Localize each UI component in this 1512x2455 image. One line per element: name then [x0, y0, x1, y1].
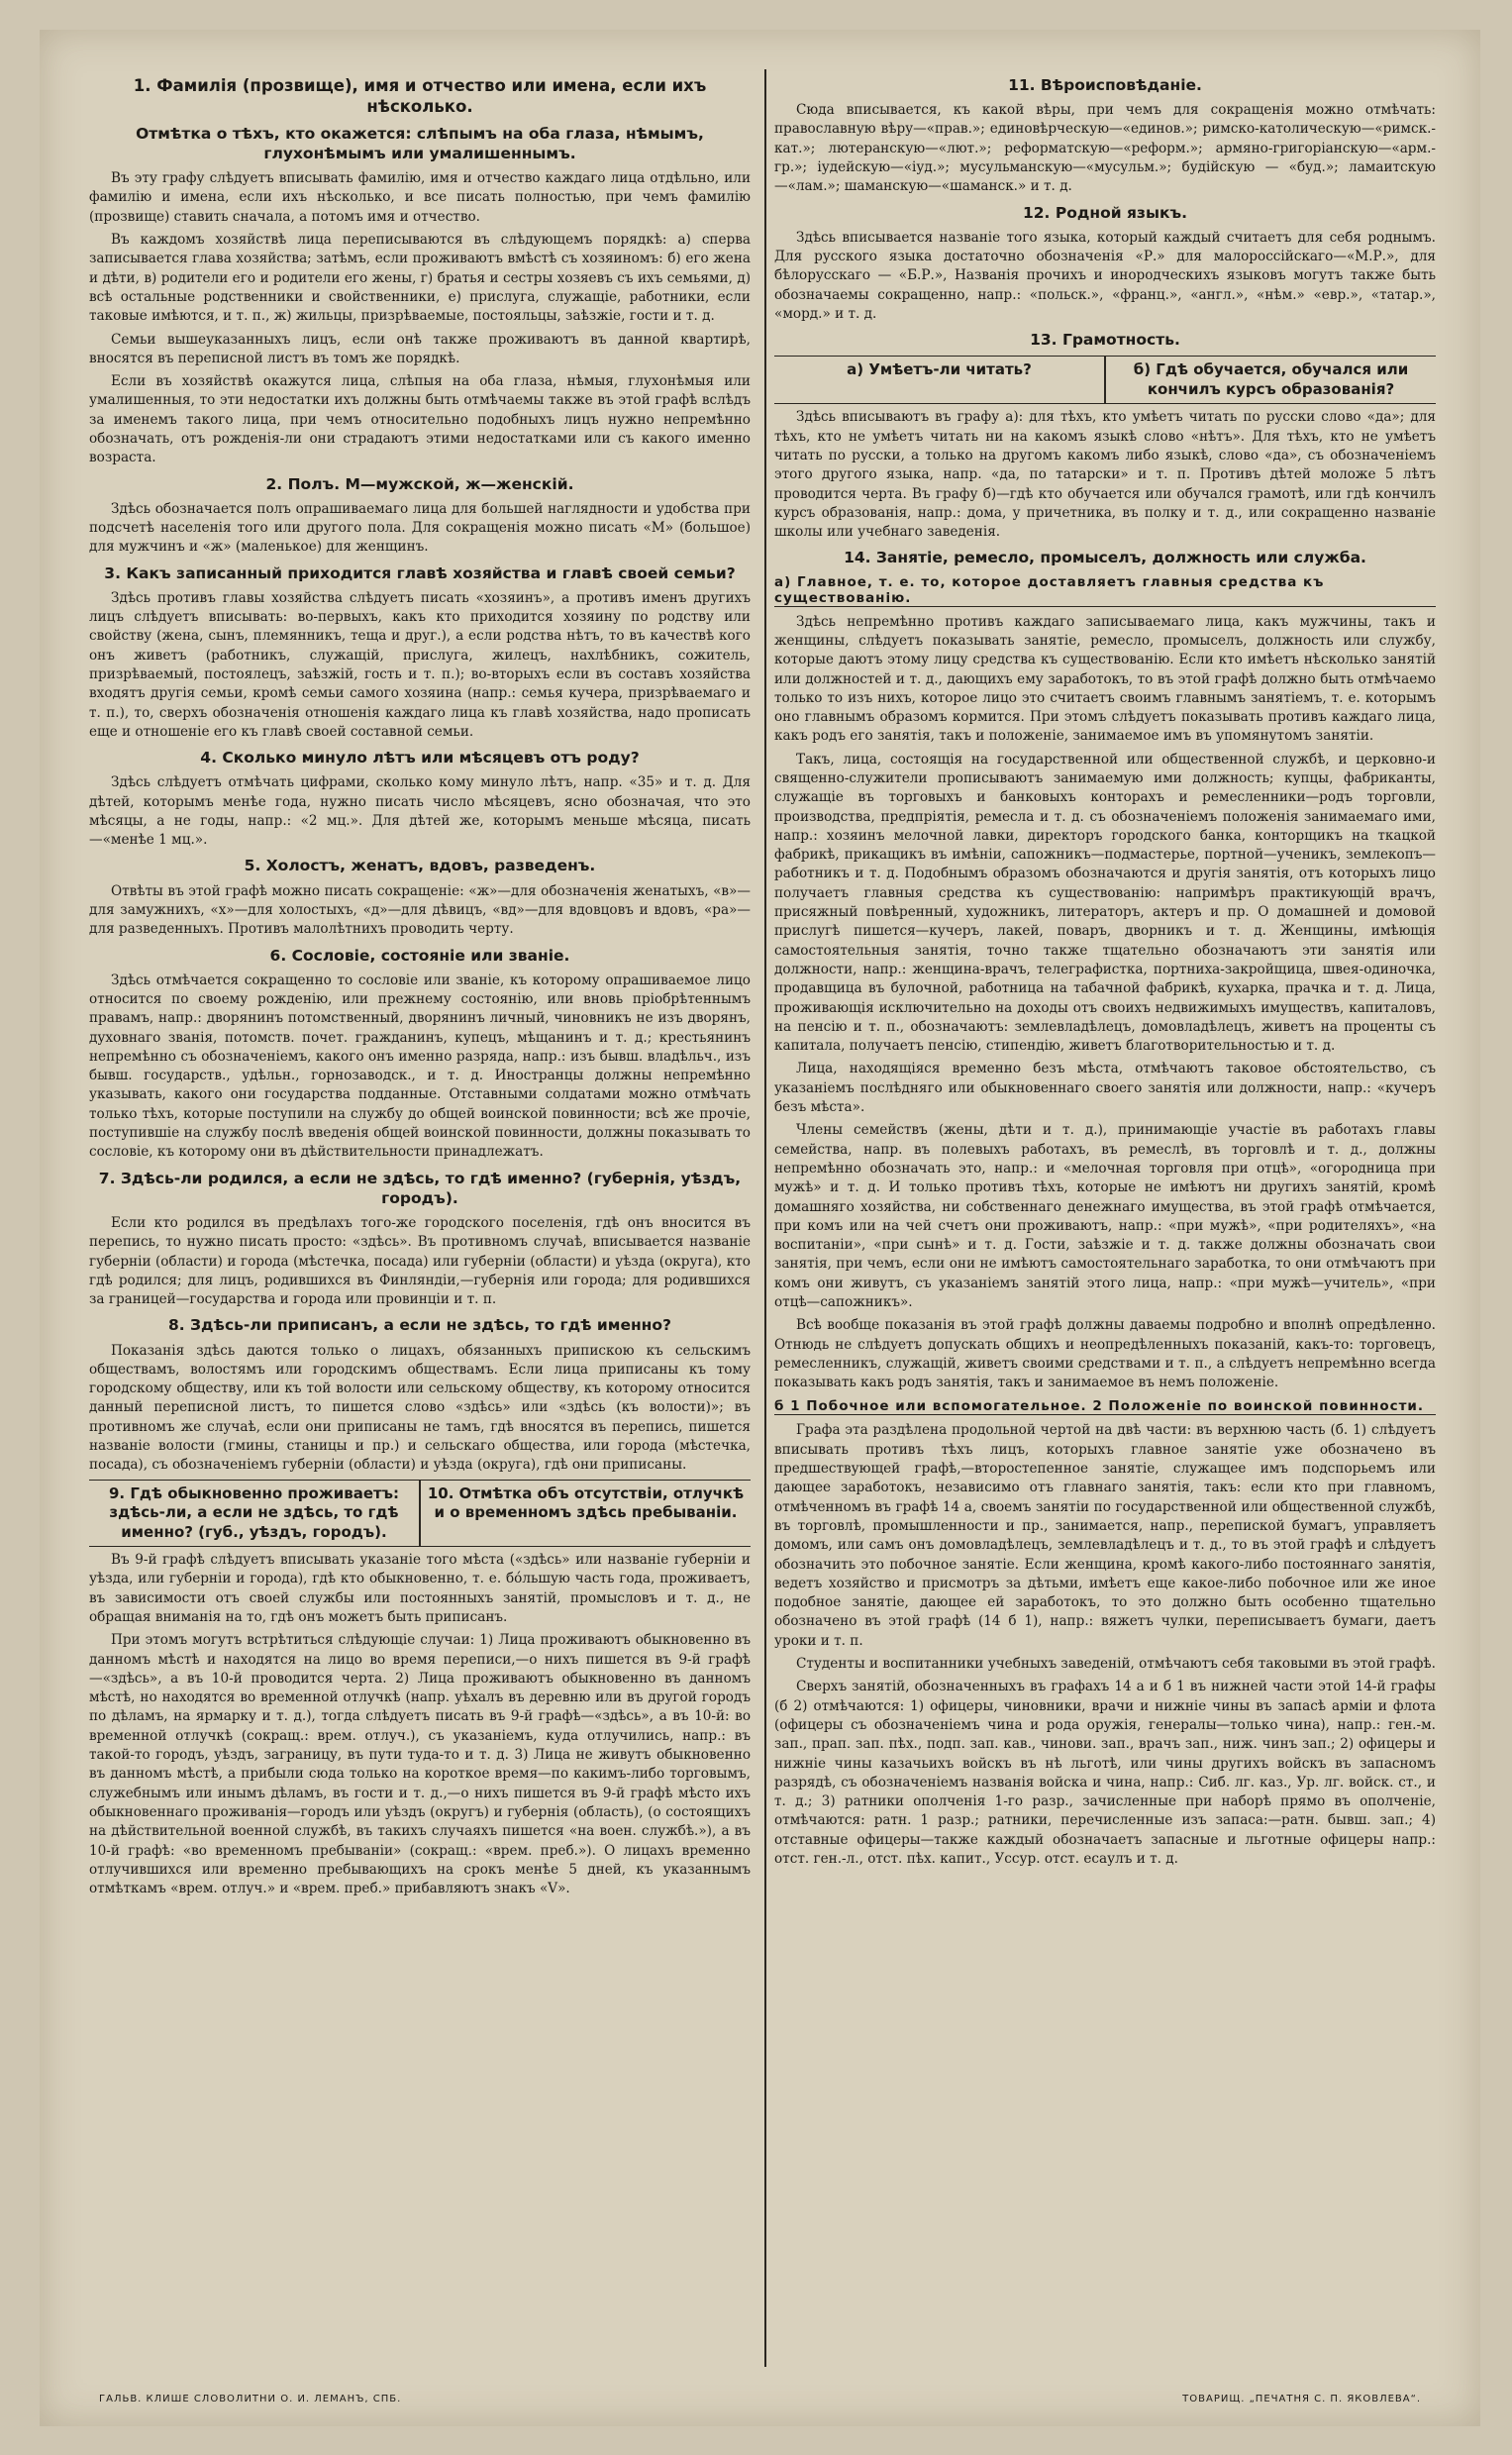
- paragraph: Лица, находящіяся временно безъ мѣста, отмѣчаютъ таковое обстоятельство, съ указаніемъ послѣдняго или обыкновеннаго своего занятія или должности, напр.: «кучеръ безъ мѣста».: [774, 1061, 1436, 1116]
- section-11-title: 11. Вѣроисповѣданіе.: [1008, 76, 1202, 94]
- sections-9-10-header: [89, 1480, 751, 1548]
- right-column: [774, 69, 1436, 1902]
- paragraph: Въ 9-й графѣ слѣдуетъ вписывать указаніе того мѣста («здѣсь» или названіе губерніи и уѣзда, или губерніи и города), гдѣ кто обыкновенно, т. е. бóльшую часть года, проживаетъ, въ зависимости отъ своей службы или постоянныхъ занятій, промысловъ и т. д., не обращая вниманія на то, гдѣ онъ можетъ быть приписанъ.: [89, 1552, 751, 1625]
- section-14b-title: б 1 Побочное или вспомогательное. 2 Положеніе по воинской повинности.: [774, 1398, 1436, 1415]
- text-columns: [89, 69, 1436, 1902]
- section-1-subtitle: Отмѣтка о тѣхъ, кто окажется: слѣпымъ на оба глаза, нѣмымъ, глухонѣмымъ или умалишеннымъ.: [136, 124, 704, 163]
- section-12-title: 12. Родной языкъ.: [1022, 203, 1188, 222]
- section-13-subheaders: [774, 356, 1436, 404]
- paragraph: Здѣсь отмѣчается сокращенно то сословіе или званіе, къ которому опрашиваемое лицо относится по своему рожденію, или прежнему состоянію, или вновь пріобрѣтеннымъ правамъ, напр.: дворянинъ потомственный, дворянинъ личный, чиновникъ не изъ дворянъ, духовнаго званія, потомств. почет. гражданинъ, купецъ, мѣщанинъ и т. д.; крестьянинъ непремѣнно съ обозначеніемъ, какого онъ именно разряда, напр.: изъ бывш. владѣльч., изъ бывш. государств., удѣльн., горнозаводск., и т. д. Иностранцы должны непремѣнно указывать, какого они государства подданные. Отставными солдатами можно отмѣчать только тѣхъ, которые поступили на службу до общей воинской повинности; всѣ же прочіе, поступившіе на службу послѣ введенія общей воинской повинности, должны показывать то сословіе, къ которому они въ дѣйствительности принадлежатъ.: [89, 972, 751, 1161]
- section-4-title: 4. Сколько минуло лѣтъ или мѣсяцевъ отъ роду?: [200, 749, 640, 767]
- section-13a-title: а) Умѣетъ-ли читать?: [847, 360, 1032, 379]
- printer-imprint: [99, 2394, 1421, 2404]
- paragraph: Семьи вышеуказанныхъ лицъ, если онѣ также проживаютъ въ данной квартирѣ, вносятся въ переписной листъ въ томъ же порядкѣ.: [89, 331, 751, 366]
- section-1-title: 1. Фамилія (прозвище), имя и отчество или имена, если ихъ нѣсколько.: [133, 76, 707, 117]
- paragraph: Показанія здѣсь даются только о лицахъ, обязанныхъ припискою къ сельскимъ обществамъ, волостямъ или городскимъ обществамъ. Если лица приписаны къ тому городскому обществу, или къ той волости или сельскому обществу, къ которому относится данный переписной листъ, то пишется слово «здѣсь» или «здѣсь (къ волости)»; въ противномъ же случаѣ, если они приписаны не тамъ, гдѣ вносятся въ перепись, пишется названіе волости (гмины, станицы и пр.) и сельскаго общества, или города (мѣстечка, посада), съ обозначеніемъ губерніи (области) и уѣзда (округа), гдѣ они приписаны.: [89, 1342, 751, 1474]
- paragraph: Здѣсь вписываютъ въ графу а): для тѣхъ, кто умѣетъ читать по русски слово «да»; для тѣхъ, кто не умѣетъ читать ни на какомъ языкѣ слово «нѣтъ». Для тѣхъ, кто не умѣетъ читать по русски, а только на другомъ какомъ либо языкѣ, слово «да», съ обозначеніемъ этого другого языка, напр. «да, по татарски» и т. п. Противъ дѣтей моложе 5 лѣтъ проводится черта. Въ графу б)—гдѣ кто обучается или обучался грамотѣ, или гдѣ кончилъ курсъ образованія, напр.: дома, у причетника, въ полку и т. д., или сокращенно названіе школы или учебнаго заведенія.: [774, 409, 1436, 541]
- paragraph: Такъ, лица, состоящія на государственной или общественной службѣ, и церковно-и священно-служители прописываютъ занимаемую ими должность; купцы, фабриканты, служащіе въ торговыхъ и банковыхъ конторахъ и ремесленники—родъ торговли, производства, предпріятія, ремесла и т. д. съ обозначеніемъ положенія занимаемаго ими, напр.: хозяинъ мелочной лавки, директоръ городского банка, конторщикъ на ткацкой фабрикѣ, прикащикъ въ имѣніи, сапожникъ—подмастерье, портной—ученикъ, землекопъ—работникъ и т. д. Подобнымъ образомъ обозначаются и другія занятія, отъ которыхъ лицо получаетъ главныя средства къ существованію: напримѣръ практикующій врачъ, присяжный повѣренный, художникъ, литераторъ, актеръ и пр. О домашней и домовой прислугѣ пишется—кучеръ, лакей, поваръ, дворникъ и т. д. Женщины, имѣющія самостоятельныя занятія, точно также тщательно обозначаютъ эти занятія или должности, напр.: женщина-врачъ, телеграфистка, портниха-закройщица, швея-одиночка, продавщица въ булочной, работница на табачной фабрикѣ, кухарка, прачка и т. д. Лица, проживающія исключительно на доходы отъ своихъ недвижимыхъ имуществъ, капиталовъ, на пенсію и т. п., обозначаютъ: землевладѣлецъ, домовладѣлецъ, живетъ на проценты съ капитала, получаетъ пенсію, стипендію, живетъ благотворительностью и т. д.: [774, 751, 1436, 1055]
- section-5-title: 5. Холостъ, женатъ, вдовъ, разведенъ.: [244, 857, 596, 875]
- paragraph: Если кто родился въ предѣлахъ того-же городского поселенія, гдѣ онъ вносится въ перепись, то нужно писать просто: «здѣсь». Въ противномъ случаѣ, вписывается названіе губерніи (области) и города (мѣстечка, посада) или губерніи (области) и уѣзда (округа), кто гдѣ родился; для лицъ, родившихся въ Финляндіи,—губернія или города; для родившихся за границей—государства и города или провинціи и т. п.: [89, 1214, 751, 1308]
- paragraph: Графа эта раздѣлена продольной чертой на двѣ части: въ верхнюю часть (б. 1) слѣдуетъ вписывать противъ тѣхъ лицъ, которыхъ главное занятіе уже обозначено въ предшествующей графѣ,—второстепенное занятіе, служащее имъ подспорьемъ или дающее заработокъ, независимо отъ главнаго занятія, такъ: если кто при главномъ, отмѣченномъ въ графѣ 14 а, своемъ занятіи по государственной или общественной службѣ, въ торговлѣ, промышленности и пр., занимается, напр., перепиской бумагъ, управляетъ домомъ, или самъ онъ домовладѣлецъ, землевладѣлецъ и т. д., то въ этой графѣ и слѣдуетъ обозначить это побочное занятіе. Если женщина, кромѣ какого-либо постояннаго занятія, ведетъ хозяйство и присмотръ за дѣтьми, имѣетъ еще какое-либо побочное или же иное подобное занятіе, дающее ей заработокъ, то это должно быть особенно тщательно обозначено въ этой графѣ (14 б 1), напр.: вяжетъ чулки, переписываетъ бумаги, даетъ уроки и т. п.: [774, 1422, 1436, 1649]
- imprint-right: ТОВАРИЩ. „ПЕЧАТНЯ С. П. ЯКОВЛЕВА“.: [1182, 2394, 1421, 2404]
- paragraph: Если въ хозяйствѣ окажутся лица, слѣпыя на оба глаза, нѣмыя, глухонѣмыя или умалишенныя, то эти недостатки ихъ должны быть отмѣчаемы также въ этой графѣ вслѣдъ за именемъ такого лица, при чемъ относительно подобныхъ лицъ нужно непремѣнно обозначать, отъ рожденія-ли они страдаютъ этими недостатками или съ какого именно возраста.: [89, 373, 751, 466]
- paragraph: Въ каждомъ хозяйствѣ лица переписываются въ слѣдующемъ порядкѣ: а) сперва записывается глава хозяйства; затѣмъ, если проживаютъ вмѣстѣ съ хозяиномъ: б) его жена и дѣти, в) родители его и родители его жены, г) братья и сестры хозяевъ съ ихъ семьями, д) всѣ остальные родственники и свойственники, е) прислуга, служащіе, работники, если таковые имѣются, и т. п., ж) жильцы, призрѣваемые, постояльцы, заѣзжіе, гости и т. д.: [89, 232, 751, 325]
- paragraph: Члены семействъ (жены, дѣти и т. д.), принимающіе участіе въ работахъ главы семейства, напр. въ полевыхъ работахъ, въ ремеслѣ, въ торговлѣ и т. д., должны непремѣнно обозначать это, напр.: и «мелочная торговля при отцѣ», «огородница при мужѣ» и т. д. И только противъ тѣхъ, которые не имѣютъ ни другихъ занятій, кромѣ домашняго хозяйства, ни собственнаго денежнаго имущества, въ этой графѣ отмѣчается, при комъ или на чей счетъ они проживаютъ, напр.: «при мужѣ», «при родителяхъ», «на воспитаніи», «при сынѣ» и т. д. Гости, заѣзжіе и т. д. также должны обозначать свои занятія, при чемъ, если они не имѣютъ самостоятельнаго заработка, то они отмѣчаютъ при комъ они живутъ, съ указаніемъ занятій этого лица, напр.: «при мужѣ—учитель», «при отцѣ—сапожникъ».: [774, 1122, 1436, 1310]
- paragraph: Здѣсь вписывается названіе того языка, который каждый считаетъ для себя роднымъ. Для русского языка достаточно обозначенія «Р.» для малороссійскаго—«М.Р.», для бѣлорусскаго — «Б.Р.», Названія прочихъ и инородческихъ языковъ могутъ также быть обозначаемы сокращенно, напр.: «польск.», «франц.», «англ.», «нѣм.» «евр.», «татар.», «морд.» и т. д.: [774, 229, 1436, 322]
- section-9-title: 9. Гдѣ обыкновенно проживаетъ: здѣсь-ли, а если не здѣсь, то гдѣ именно? (губ., уѣздъ, городъ).: [109, 1483, 399, 1541]
- paragraph: Здѣсь непремѣнно противъ каждаго записываемаго лица, какъ мужчины, такъ и женщины, слѣдуетъ показывать занятіе, ремесло, промыселъ, должность или службу, которые даютъ этому лицу средства къ существованію. Если кто имѣетъ нѣсколько занятій или должностей и т. д., дающихъ ему заработокъ, то въ этой графѣ должно быть отмѣчаемо только то изъ нихъ, которое лицо это считаетъ своимъ главнымъ занятіемъ, т. е. которымъ оно главнымъ образомъ кормится. При этомъ слѣдуетъ показывать противъ каждаго лица, какъ родъ его занятія, такъ и положеніе, занимаемое имъ въ упомянутомъ занятіи.: [774, 613, 1436, 745]
- paragraph: Отвѣты въ этой графѣ можно писать сокращеніе: «ж»—для обозначенія женатыхъ, «в»—для замужнихъ, «х»—для холостыхъ, «д»—для дѣвицъ, «вд»—для вдовцовъ и вдовъ, «ра»—для разведенныхъ. Противъ малолѣтнихъ проводить черту.: [89, 882, 751, 938]
- section-3-title: 3. Какъ записанный приходится главѣ хозяйства и главѣ своей семьи?: [104, 563, 736, 582]
- section-8-title: 8. Здѣсь-ли приписанъ, а если не здѣсь, то гдѣ именно?: [167, 1316, 672, 1335]
- paragraph: Здѣсь слѣдуетъ отмѣчать цифрами, сколько кому минуло лѣтъ, напр. «35» и т. д. Для дѣтей, которымъ менѣе года, нужно писать число мѣсяцевъ, ясно обозначая, что это мѣсяцы, а не годы, напр.: «2 мц.». Для дѣтей же, которымъ меньше мѣсяца, писать—«менѣе 1 мц.».: [89, 774, 751, 849]
- paragraph: Въ эту графу слѣдуетъ вписывать фамилію, имя и отчество каждаго лица отдѣльно, или фамилію и имена, если ихъ нѣсколько, и все писать полностью, при чемъ фамилію (прозвище) ставить сначала, а потомъ имя и отчество.: [89, 170, 751, 225]
- section-10-title: 10. Отмѣтка объ отсутствіи, отлучкѣ и о временномъ здѣсь пребываніи.: [419, 1481, 751, 1547]
- paragraph: Сюда вписывается, къ какой вѣры, при чемъ для сокращенія можно отмѣчать: православную вѣру—«прав.»; единовѣрческую—«единов.»; римско-католическую—«римск.-кат.»; лютеранскую—«лют.»; реформатскую—«реформ.»; армяно-григоріанскую—«арм.-гр.»; іудейскую—«іуд.»; мусульманскую—«мусульм.»; будійскую — «буд.»; ламаитскую—«лам.»; шаманскую—«шаманск.» и т. д.: [774, 102, 1436, 195]
- section-13-title: 13. Грамотность.: [1030, 331, 1180, 350]
- left-column: [89, 69, 751, 1902]
- section-6-title: 6. Сословіе, состояніе или званіе.: [269, 946, 570, 965]
- section-2-title: 2. Полъ. М—мужской, ж—женскій.: [265, 474, 574, 493]
- paragraph: При этомъ могутъ встрѣтиться слѣдующіе случаи: 1) Лица проживаютъ обыкновенно въ данномъ мѣстѣ и находятся на лицо во время переписи,—о нихъ пишется въ 9-й графѣ—«здѣсь», а въ 10-й проводится черта. 2) Лица проживаютъ обыкновенно въ данномъ мѣстѣ, но находятся во временной отлучкѣ (напр. уѣхалъ въ деревню или въ другой городъ по дѣламъ, на ярмарку и т. д.), тогда слѣдуетъ писать въ 9-й графѣ—«здѣсь», а въ 10-й: во временной отлучкѣ (сокращ.: врем. отлуч.), съ указаніемъ, куда отлучились, напр.: въ такой-то городъ, уѣздъ, заграницу, въ пути туда-то и т. д. 3) Лица не живутъ обыкновенно въ данномъ мѣстѣ, а прибыли сюда только на короткое время—по какимъ-либо торговымъ, служебнымъ или инымъ дѣламъ, въ гости и т. д.,—о нихъ пишется въ 9-й графѣ мѣсто ихъ обыкновеннаго проживанія—городъ или уѣздъ (округъ) и губернія (область), (о состоящихъ на дѣйствительной военной службѣ, въ такихъ случаяхъ пишется «на воен. службѣ.»), а въ 10-й графѣ: «во временномъ пребываніи» (сокращ.: «врем. преб.»). О лицахъ временно отлучившихся или временно пребывающихъ на срокъ менѣе 5 дней, къ указаннымъ отмѣткамъ «врем. отлуч.» и «врем. преб.» прибавляютъ знакъ «V».: [89, 1632, 751, 1897]
- paragraph: Всѣ вообще показанія въ этой графѣ должны даваемы подробно и вполнѣ опредѣленно. Отнюдь не слѣдуетъ допускать общихъ и неопредѣленныхъ показаній, какъ-то: торговецъ, ремесленникъ, служащій, живетъ своими средствами и т. п., а слѣдуетъ непремѣнно всегда показывать какъ родъ занятія, такъ и занимаемое въ немъ положеніе.: [774, 1317, 1436, 1391]
- census-instruction-sheet: [40, 30, 1480, 2426]
- section-13b-title: б) Гдѣ обучается, обучался или кончилъ курсъ образованія?: [1104, 357, 1436, 403]
- section-14-title: 14. Занятіе, ремесло, промыселъ, должность или служба.: [844, 549, 1366, 567]
- paragraph: Сверхъ занятій, обозначенныхъ въ графахъ 14 а и б 1 въ нижней части этой 14-й графы (б 2) отмѣчаются: 1) офицеры, чиновники, врачи и нижніе чины въ запасѣ арміи и флота (офицеры съ обозначеніемъ чина и рода оружія, генералы—только чина), напр.: ген.-м. зап., прап. зап. пѣх., подп. зап. кав., чинови. зап., врачъ зап., ниж. чинъ зап.; 2) офицеры и нижніе чины казачьихъ войскъ въ нѣ льготѣ, или чины другихъ войскъ въ запасномъ разрядѣ, съ обозначеніемъ названія войска и чина, напр.: Сиб. лг. каз., Ур. лг. войск. ст., и т. д.; 3) ратники ополченія 1-го разр., зачисленные при наборѣ прямо въ ополченіе, отмѣчаются: ратн. 1 разр.; ратники, перечисленные изъ запаса:—ратн. бывш. зап.; 4) отставные офицеры—также каждый обозначаетъ запасные и льготные офицеры напр.: отст. ген.-л., отст. пѣх. капит., Уссур. отст. есаулъ и т. д.: [774, 1679, 1436, 1868]
- imprint-left: ГАЛЬВ. КЛИШЕ СЛОВОЛИТНИ О. И. ЛЕМАНЪ, СПБ.: [99, 2394, 402, 2404]
- paragraph: Здѣсь обозначается полъ опрашиваемаго лица для большей наглядности и удобства при подсчетѣ населенія того или другого пола. Для сокращенія можно писать «М» (большое) для мужчинъ и «ж» (маленькое) для женщинъ.: [89, 500, 751, 556]
- section-14a-title: а) Главное, т. е. то, которое доставляетъ главныя средства къ существованію.: [774, 574, 1436, 607]
- paragraph: Здѣсь противъ главы хозяйства слѣдуетъ писать «хозяинъ», а противъ именъ другихъ лицъ слѣдуетъ вписывать: во-первыхъ, какъ кто приходится хозяину по родству или свойству (жена, сынъ, племянникъ, теща и друг.), а если родства нѣтъ, то въ качествѣ кого онъ живетъ (работникъ, служащій, прислуга, жилецъ, нахлѣбникъ, сожитель, призрѣваемый, постоялецъ, заѣзжій, гость и т. п.); во-вторыхъ если въ составъ хозяйства входятъ другія семьи, кромѣ семьи самого хозяина (напр.: семья кучера, призрѣваемаго и т. п.), то, сверхъ обозначенія отношенія каждаго лица къ главѣ хозяйства, надо прописать еще и отношеніе его къ главѣ своей составной семьи.: [89, 589, 751, 740]
- section-7-title: 7. Здѣсь-ли родился, а если не здѣсь, то гдѣ именно? (губернія, уѣздъ, городъ).: [98, 1169, 742, 1207]
- paragraph: Студенты и воспитанники учебныхъ заведеній, отмѣчаютъ себя таковыми въ этой графѣ.: [796, 1656, 1436, 1673]
